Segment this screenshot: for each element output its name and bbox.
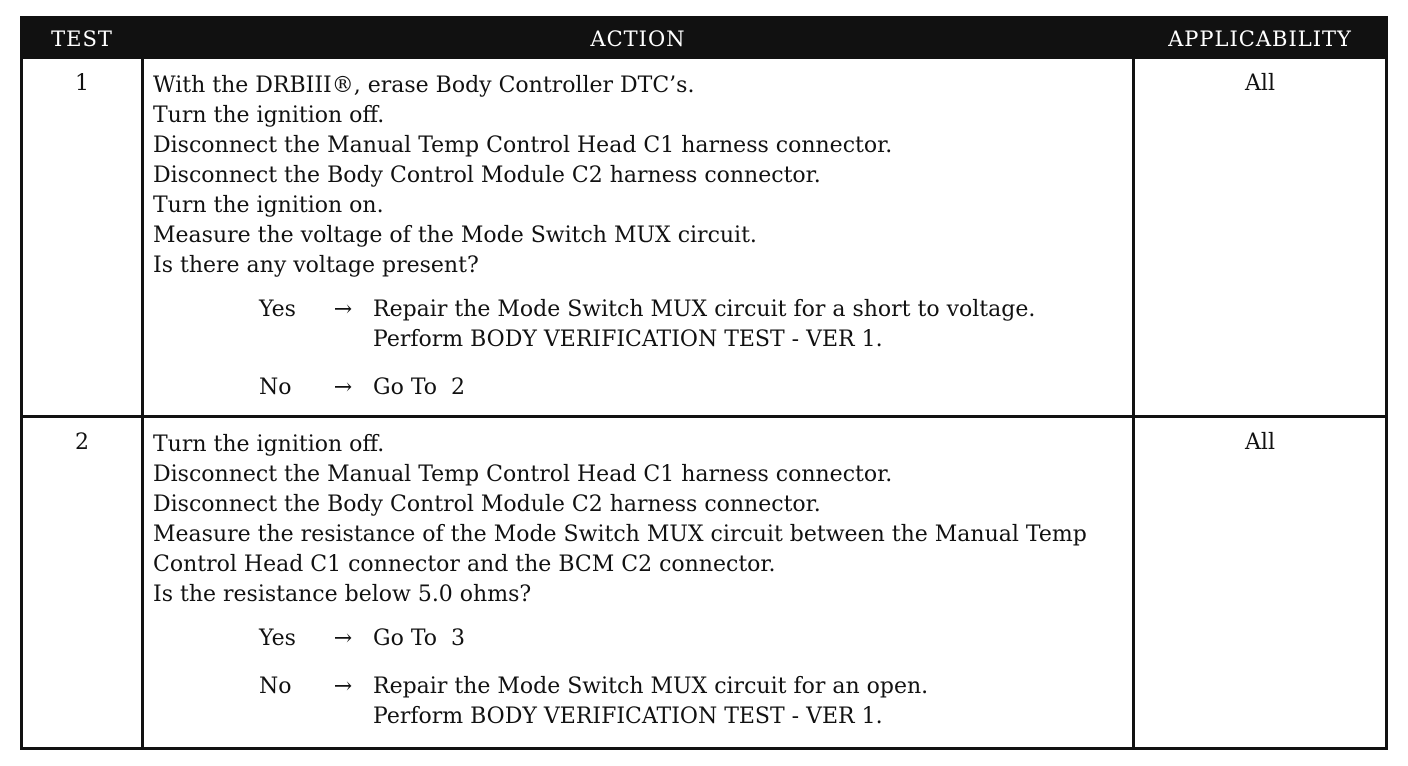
header-action: ACTION [590, 27, 686, 51]
applicability-value: All [1245, 430, 1275, 455]
diagnostic-test-table [20, 16, 1388, 750]
applicability-value: All [1245, 71, 1275, 96]
step-text: Measure the voltage of the Mode Switch MUX circuit. [153, 223, 757, 248]
result-text: Repair the Mode Switch MUX circuit for a short to voltage. [373, 297, 1036, 322]
answer-label: No [259, 375, 292, 400]
step-text: Measure the resistance of the Mode Switch MUX circuit between the Manual Temp [153, 522, 1087, 547]
outcomes [153, 295, 1128, 403]
table-header [23, 19, 1385, 59]
action-cell [153, 71, 1128, 403]
outcome-no [259, 373, 1128, 403]
answer-label: Yes [259, 626, 296, 651]
step-text: Disconnect the Manual Temp Control Head C1 harness connector. [153, 133, 893, 158]
outcome-result [373, 624, 465, 654]
header-applicability: APPLICABILITY [1168, 27, 1352, 51]
outcome-result [373, 295, 1035, 355]
table-row [23, 418, 1385, 747]
result-text: Perform BODY VERIFICATION TEST - VER 1. [373, 327, 883, 352]
outcomes [153, 624, 1128, 732]
result-text: Go To 3 [373, 626, 466, 651]
outcome-yes [259, 624, 1128, 654]
result-text: Go To 2 [373, 375, 466, 400]
step-text: Disconnect the Body Control Module C2 harness connector. [153, 163, 821, 188]
right-arrow-icon: → [333, 375, 353, 400]
action-cell [153, 430, 1128, 732]
result-text: Repair the Mode Switch MUX circuit for an open. [373, 674, 929, 699]
header-test: TEST [51, 27, 113, 51]
outcome-result [373, 672, 928, 732]
test-number: 1 [75, 71, 89, 96]
right-arrow-icon: → [333, 626, 353, 651]
right-arrow-icon: → [333, 674, 353, 699]
question-text: Is there any voltage present? [153, 253, 479, 278]
step-text: With the DRBIII®, erase Body Controller DTC’s. [153, 73, 695, 98]
step-text: Turn the ignition off. [153, 432, 385, 457]
test-number: 2 [75, 430, 89, 455]
answer-label: No [259, 674, 292, 699]
right-arrow-icon: → [333, 297, 353, 322]
outcome-yes [259, 295, 1128, 355]
step-text: Turn the ignition off. [153, 103, 385, 128]
result-text: Perform BODY VERIFICATION TEST - VER 1. [373, 704, 883, 729]
answer-label: Yes [259, 297, 296, 322]
step-text: Disconnect the Manual Temp Control Head C1 harness connector. [153, 462, 893, 487]
question-text: Is the resistance below 5.0 ohms? [153, 582, 532, 607]
step-text: Disconnect the Body Control Module C2 harness connector. [153, 492, 821, 517]
step-text: Control Head C1 connector and the BCM C2 connector. [153, 552, 776, 577]
step-text: Turn the ignition on. [153, 193, 384, 218]
outcome-no [259, 672, 1128, 732]
outcome-result [373, 373, 465, 403]
table-row [23, 59, 1385, 415]
